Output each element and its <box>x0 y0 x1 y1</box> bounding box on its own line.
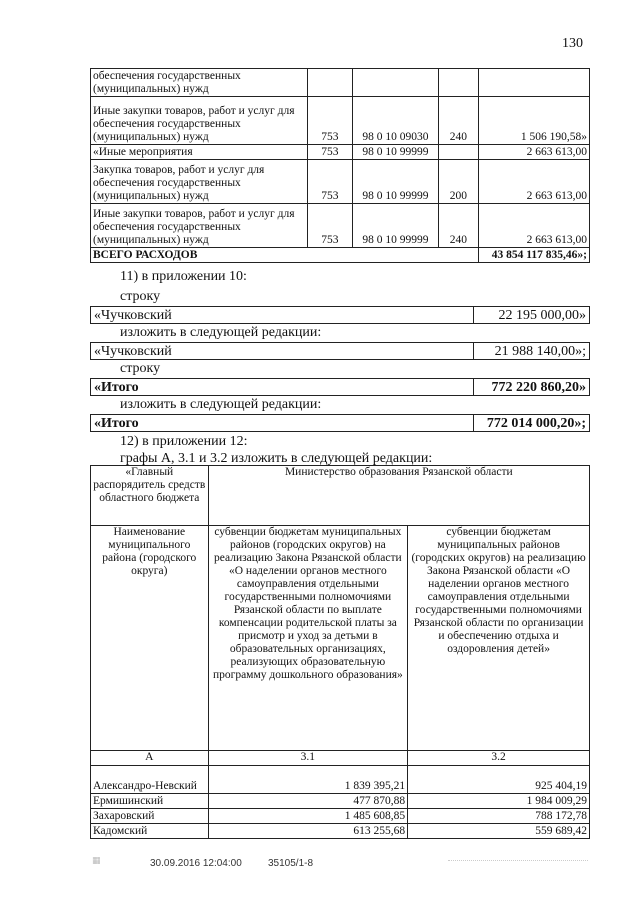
row-name: Закупка товаров, работ и услуг для обеспечения государственных (муниципальных) нужд <box>91 160 308 204</box>
row-label: «Итого <box>94 416 139 431</box>
value-3-1: 613 255,68 <box>208 824 408 839</box>
table-header-row <box>91 466 590 526</box>
row-name: обеспечения государственных (муниципальных) нужд <box>91 69 308 97</box>
table-row <box>91 824 590 839</box>
table-subheader-row <box>91 526 590 751</box>
header-chief-administrator: «Главный распорядитель средств областного бюджета <box>91 466 209 526</box>
item-12-text: графы А, 3.1 и 3.2 изложить в следующей редакции: <box>120 451 433 466</box>
table-row: Закупка товаров, работ и услуг для обеспечения государственных (муниципальных) нужд 753 98 0 10 99999 200 2 663 613,00 <box>91 160 590 204</box>
value-3-2: 788 172,78 <box>408 809 590 824</box>
value-3-1: 1 485 608,85 <box>208 809 408 824</box>
table-row: «Иные мероприятия 753 98 0 10 99999 2 663 613,00 <box>91 145 590 160</box>
row-amount: 22 195 000,00» <box>498 308 586 323</box>
value-3-1: 1 839 395,21 <box>208 766 408 794</box>
page-number: 130 <box>562 36 583 51</box>
value-3-2: 1 984 009,29 <box>408 794 590 809</box>
subheader-col-3-2: субвенции бюджетам муниципальных районов (городских округов) на реализацию Закона Рязанской области «О наделении органов местного самоуправления отдельными государственными полномочиями Рязанской области по организации и обеспечению отдыха и оздоровления детей» <box>408 526 590 751</box>
expenditure-table <box>90 68 590 263</box>
row-amount: 772 220 860,20» <box>491 380 586 395</box>
replace-row-new-total <box>90 414 590 432</box>
subheader-municipality: Наименование муниципального района (городского округа) <box>91 526 209 751</box>
table-row <box>91 794 590 809</box>
instruction-line: строку <box>120 289 161 304</box>
replace-row-new-chuchkovsky <box>90 342 590 360</box>
total-row <box>91 248 590 263</box>
value-3-2: 925 404,19 <box>408 766 590 794</box>
header-ministry: Министерство образования Рязанской области <box>208 466 589 526</box>
instruction-line: изложить в следующей редакции: <box>120 397 322 412</box>
row-label: «Чучковский <box>94 344 172 359</box>
column-codes-row <box>91 751 590 766</box>
district-name: Ермишинский <box>91 794 209 809</box>
row-name: «Иные мероприятия <box>91 145 308 160</box>
col-code-3-1: 3.1 <box>208 751 408 766</box>
replace-row-old-total <box>90 378 590 396</box>
instruction-line: строку <box>120 361 161 376</box>
table-row <box>91 69 590 97</box>
replace-row-old-chuchkovsky <box>90 306 590 324</box>
qr-stamp-icon: ▦ <box>92 856 101 866</box>
instruction-line: изложить в следующей редакции: <box>120 325 322 340</box>
row-name: Иные закупки товаров, работ и услуг для обеспечения государственных (муниципальных) нужд <box>91 204 308 248</box>
row-name: Иные закупки товаров, работ и услуг для обеспечения государственных (муниципальных) нужд <box>91 97 308 145</box>
row-label: «Итого <box>94 380 139 395</box>
district-name: Захаровский <box>91 809 209 824</box>
item-11-heading: 11) в приложении 10: <box>120 269 247 284</box>
total-label: ВСЕГО РАСХОДОВ <box>91 248 479 263</box>
row-amount: 772 014 000,20»; <box>486 416 586 431</box>
row-amount: 21 988 140,00»; <box>494 344 586 359</box>
value-3-1: 477 870,88 <box>208 794 408 809</box>
table-row: Иные закупки товаров, работ и услуг для обеспечения государственных (муниципальных) нужд 753 98 0 10 09030 240 1 506 190,58» <box>91 97 590 145</box>
footer-doc-id: 35105/1-8 <box>268 858 314 869</box>
subheader-col-3-1: субвенции бюджетам муниципальных районов (городских округов) на реализацию Закона Рязанской области «О наделении органов местного самоуправления отдельными государственными полномочиями Рязанской области по выплате компенсации родительской платы за присмотр и уход за детьми в образовательных организациях, реализующих образовательную программу дошкольного образования» <box>208 526 408 751</box>
col-code-a: А <box>91 751 209 766</box>
faint-watermark-line <box>448 860 588 862</box>
table-row <box>91 766 590 794</box>
item-12-heading: 12) в приложении 12: <box>120 434 248 449</box>
row-label: «Чучковский <box>94 308 172 323</box>
district-name: Александро-Невский <box>91 766 209 794</box>
footer-datetime: 30.09.2016 12:04:00 <box>150 858 242 869</box>
subventions-table <box>90 465 590 839</box>
total-amount: 43 854 117 835,46»; <box>479 248 590 263</box>
value-3-2: 559 689,42 <box>408 824 590 839</box>
district-name: Кадомский <box>91 824 209 839</box>
col-code-3-2: 3.2 <box>408 751 590 766</box>
table-row: Иные закупки товаров, работ и услуг для обеспечения государственных (муниципальных) нужд 753 98 0 10 99999 240 2 663 613,00 <box>91 204 590 248</box>
table-row <box>91 809 590 824</box>
